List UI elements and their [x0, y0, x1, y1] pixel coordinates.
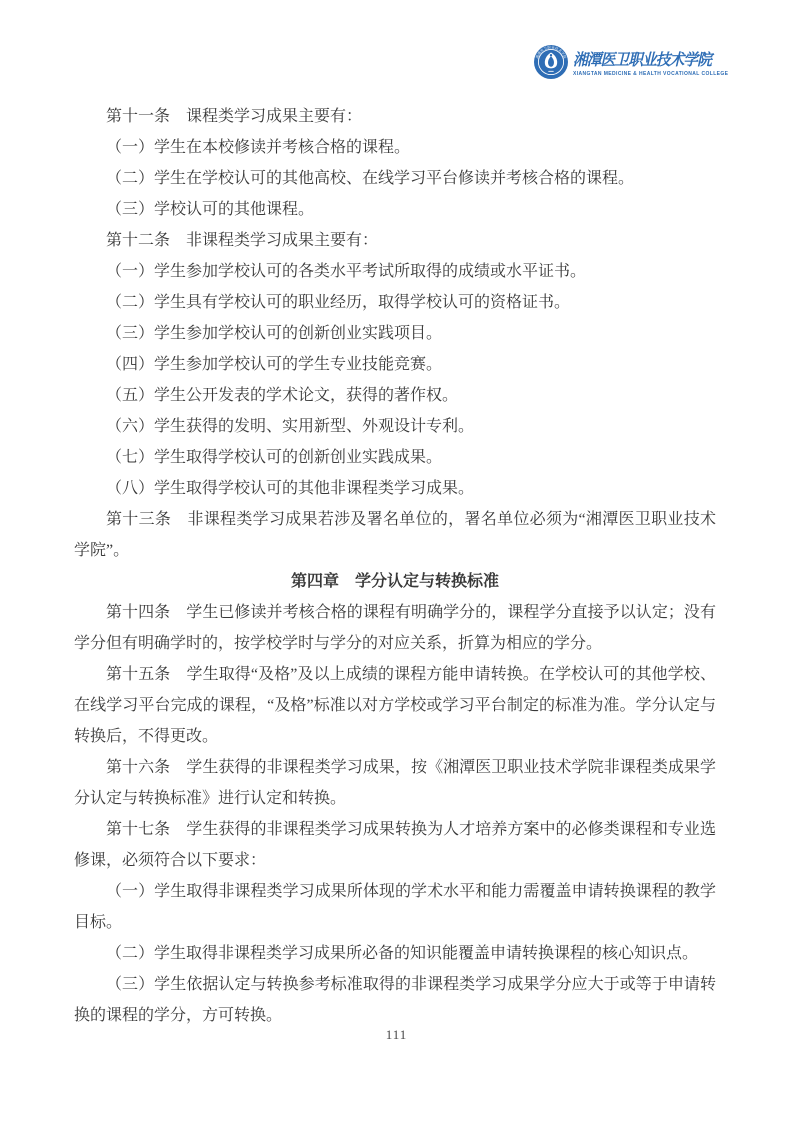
paragraph: （三）学生参加学校认可的创新创业实践项目。 — [106, 325, 443, 342]
paragraph: 第十一条 课程类学习成果主要有： — [106, 108, 363, 125]
paragraph: （二）学生在学校认可的其他高校、在线学习平台修读并考核合格的课程。 — [106, 170, 635, 187]
paragraph: （四）学生参加学校认可的学生专业技能竞赛。 — [106, 356, 443, 373]
college-name-en: XIANGTAN MEDICINE & HEALTH VOCATIONAL COLLEGE — [573, 71, 729, 77]
paragraph: （五）学生公开发表的学术论文，获得的著作权。 — [106, 387, 459, 404]
paragraph: （七）学生取得学校认可的创新创业实践成果。 — [106, 449, 443, 466]
college-wordmark — [573, 47, 728, 77]
paragraph: （一）学生在本校修读并考核合格的课程。 — [106, 139, 411, 156]
paragraph: 第十四条 学生已修读并考核合格的课程有明确学分的，课程学分直接予以认定；没有学分但有明确学时的，按学校学时与学分的对应关系，折算为相应的学分。 — [74, 604, 716, 652]
chapter-heading: 第四章 学分认定与转换标准 — [290, 573, 499, 590]
paragraph: （六）学生获得的发明、实用新型、外观设计专利。 — [106, 418, 475, 435]
college-name-zh: 湘潭医卫职业技术学院 — [573, 52, 712, 69]
paragraph: （三）学生依据认定与转换参考标准取得的非课程类学习成果学分应大于或等于申请转换的课程的学分，方可转换。 — [74, 976, 716, 1024]
paragraph: （一）学生取得非课程类学习成果所体现的学术水平和能力需覆盖申请转换课程的教学目标。 — [74, 883, 716, 931]
paragraph: 第十三条 非课程类学习成果若涉及署名单位的，署名单位必须为“湘潭医卫职业技术学院”。 — [74, 511, 716, 559]
paragraph: （一）学生参加学校认可的各类水平考试所取得的成绩或水平证书。 — [106, 263, 587, 280]
paragraph: 第十七条 学生获得的非课程类学习成果转换为人才培养方案中的必修类课程和专业选修课，必须符合以下要求： — [74, 821, 716, 869]
paragraph: 第十二条 非课程类学习成果主要有： — [106, 232, 379, 249]
college-logo — [534, 45, 728, 79]
seal-ring-text: 湘潭医卫职业技术学院 — [535, 45, 567, 60]
paragraph: 第十六条 学生获得的非课程类学习成果，按《湘潭医卫职业技术学院非课程类成果学分认定与转换标准》进行认定和转换。 — [74, 759, 716, 807]
paragraph: （二）学生具有学校认可的职业经历，取得学校认可的资格证书。 — [106, 294, 571, 311]
page-number: 111 — [385, 1027, 408, 1042]
paragraph: （二）学生取得非课程类学习成果所必备的知识能覆盖申请转换课程的核心知识点。 — [106, 945, 699, 962]
paragraph: （八）学生取得学校认可的其他非课程类学习成果。 — [106, 480, 475, 497]
document-content — [74, 101, 716, 1031]
paragraph: （三）学校认可的其他课程。 — [106, 201, 315, 218]
paragraph: 第十五条 学生取得“及格”及以上成绩的课程方能申请转换。在学校认可的其他学校、在线学习平台完成的课程，“及格”标准以对方学校或学习平台制定的标准为准。学分认定与转换后，不得更改。 — [74, 666, 716, 745]
college-seal-icon — [534, 45, 568, 79]
